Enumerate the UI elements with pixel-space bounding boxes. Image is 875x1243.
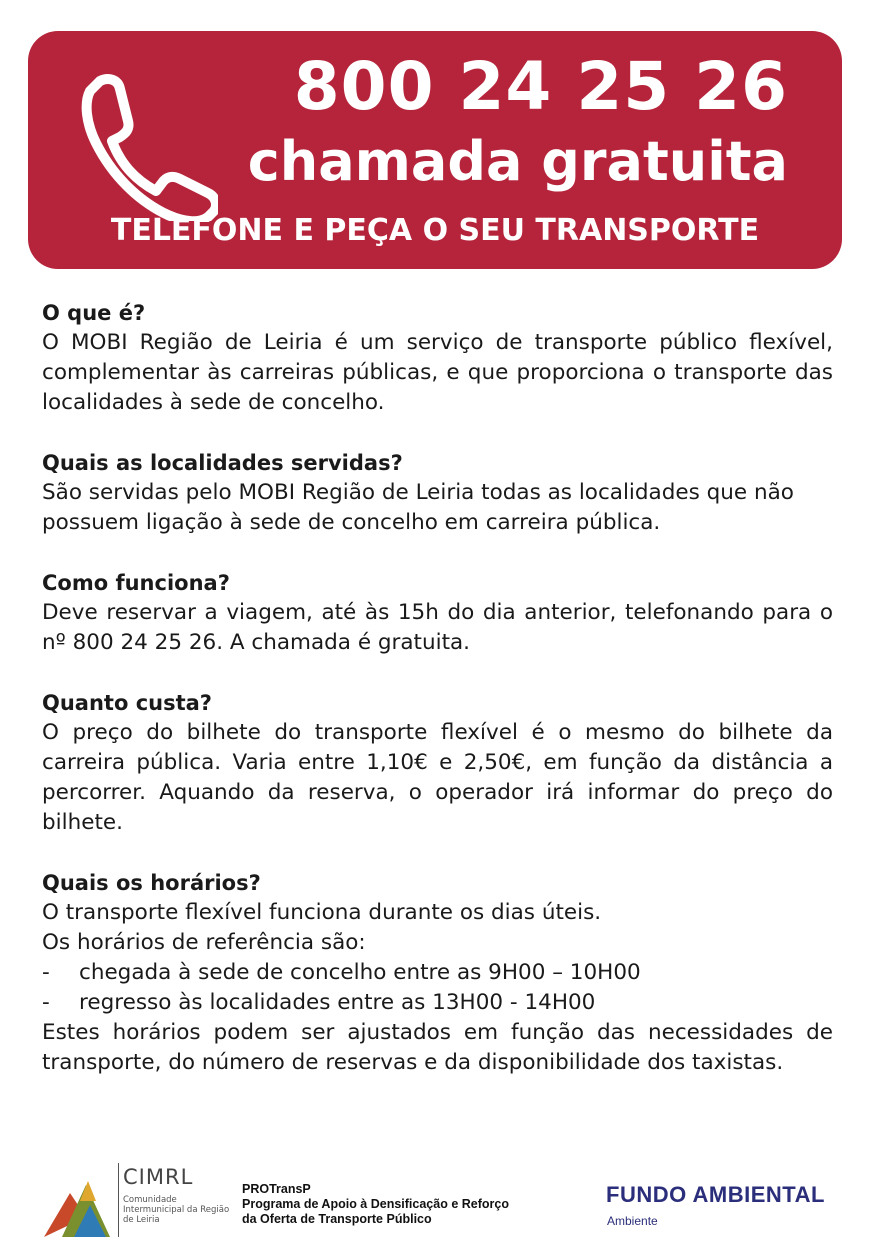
phone-icon [68,51,218,221]
schedule-bullet-text: regresso às localidades entre as 13H00 - 14H00 [79,990,596,1015]
schedule-bullet: - chegada à sede de concelho entre as 9H00 – 10H00 [42,960,641,985]
question-localities: Quais as localidades servidas? [42,451,403,475]
fundo-ambiental-subtitle: Ambiente [607,1214,658,1228]
cimrl-subtitle: Comunidade Intermunicipal da Região de Leiria [123,1195,230,1225]
question-cost: Quanto custa? [42,691,212,715]
answer-localities: São servidas pelo MOBI Região de Leiria todas as localidades que não possuem ligação à sede de concelho em carreira pública. [42,480,794,535]
section-how [42,568,833,658]
schedule-note: Estes horários podem ser ajustados em função das necessidades de transporte, do número de reservas e da disponibilidade dos taxistas. [42,1020,833,1075]
free-call-label: chamada gratuita [247,130,788,193]
protransp-line-2: da Oferta de Transporte Público [242,1212,432,1226]
fundo-ambiental-logo: FUNDO AMBIENTAL [606,1182,825,1207]
cimrl-logo-icon [40,1171,116,1243]
schedule-bullet: - regresso às localidades entre as 13H00 - 14H00 [42,990,596,1015]
answer-cost: O preço do bilhete do transporte flexível é o mesmo do bilhete da carreira pública. Varia entre 1,10€ e 2,50€, em função da distância a percorrer. Aquando da reserva, o operador irá informar do preço do bilhete. [42,720,833,835]
schedule-line-2: Os horários de referência são: [42,930,366,955]
question-what: O que é? [42,301,146,325]
schedule-line-1: O transporte flexível funciona durante os dias úteis. [42,900,602,925]
protransp-title: PROTransP [242,1182,311,1196]
section-schedule [42,868,833,1078]
cimrl-divider [118,1163,119,1237]
banner-tagline: TELEFONE E PEÇA O SEU TRANSPORTE [110,213,760,248]
section-localities [42,448,833,538]
hotline-banner [28,31,842,269]
protransp-block [242,1182,509,1227]
question-schedule: Quais os horários? [42,871,261,895]
protransp-line-1: Programa de Apoio à Densificação e Reforço [242,1197,509,1211]
section-what [42,298,833,418]
answer-what: O MOBI Região de Leiria é um serviço de transporte público flexível, complementar às carreiras públicas, e que proporciona o transporte das localidades à sede de concelho. [42,330,833,415]
cimrl-name: CIMRL [123,1165,194,1189]
phone-number[interactable]: 800 24 25 26 [293,48,788,125]
answer-how: Deve reservar a viagem, até às 15h do dia anterior, telefonando para o nº 800 24 25 26. A chamada é gratuita. [42,600,833,655]
info-content [42,298,833,1108]
schedule-bullet-text: chegada à sede de concelho entre as 9H00 – 10H00 [79,960,641,985]
section-cost [42,688,833,838]
question-how: Como funciona? [42,571,230,595]
footer-logos [0,1155,875,1241]
